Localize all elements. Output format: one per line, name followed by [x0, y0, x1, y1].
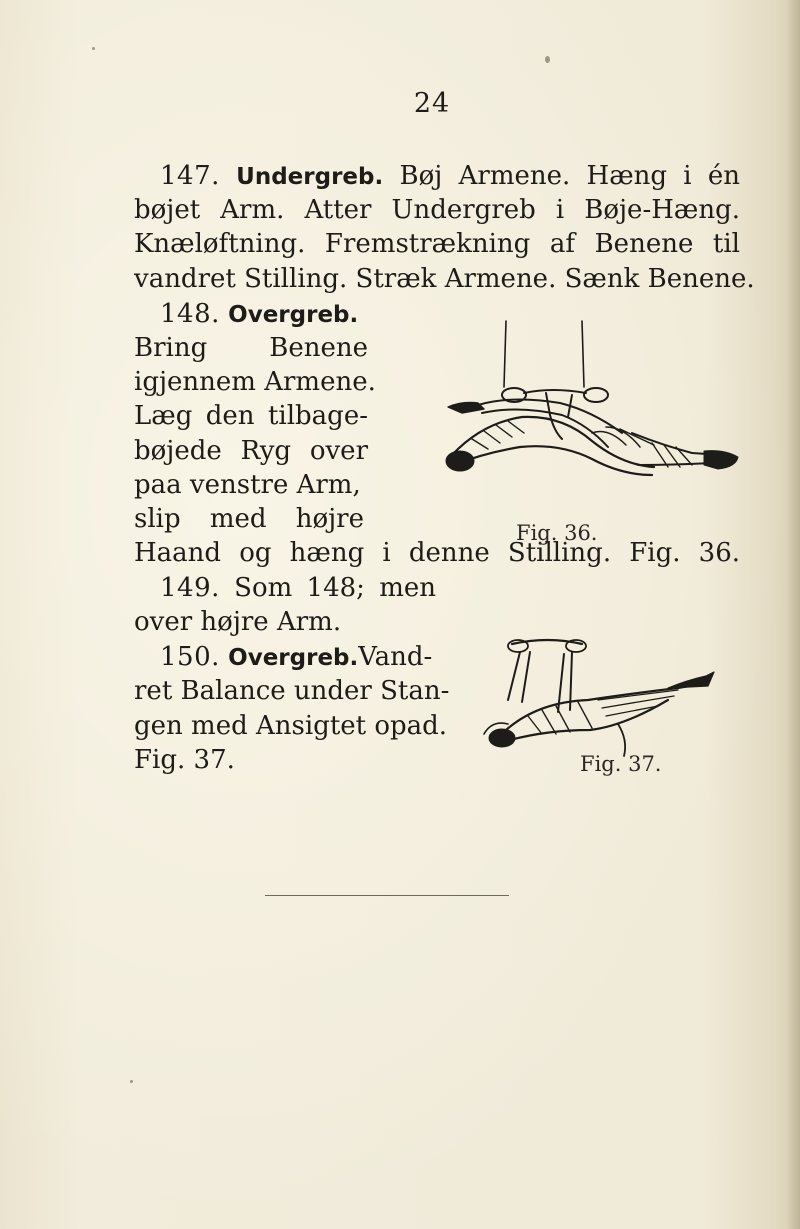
- paragraph-148-line-8: Haand og hæng i denne Stilling. Fig. 36.: [134, 538, 740, 568]
- paragraph-148-line-6: paa venstre Arm,: [134, 470, 361, 500]
- paragraph-147-line-2: bøjet Arm. Atter Undergreb i Bøje-Hæng.: [134, 195, 740, 225]
- paragraph-heading: Overgreb.: [228, 302, 359, 328]
- paper-speck: [545, 56, 550, 63]
- figure-36-caption: Fig. 36.: [516, 521, 598, 545]
- paragraph-147-line-3: Knæløftning. Fremstrækning af Benene til: [134, 229, 740, 259]
- paper-speck: [92, 47, 95, 50]
- paragraph-150-line-4: Fig. 37.: [134, 745, 235, 775]
- paragraph-147-line-4: vandret Stilling. Stræk Armene. Sænk Benene.: [134, 264, 755, 294]
- figure-37-caption: Fig. 37.: [580, 752, 662, 776]
- paragraph-148-line-5: bøjede Ryg over: [134, 436, 368, 466]
- paragraph-148-line-4: Læg den tilbage-: [134, 401, 368, 431]
- paragraph-148-line-3: igjennem Armene.: [134, 367, 376, 397]
- text-span: Vand-: [358, 642, 433, 672]
- text-span: Som 148; men: [234, 573, 437, 603]
- paragraph-number: 149.: [160, 573, 220, 603]
- section-divider: [265, 895, 509, 896]
- text-span: Bøj Armene. Hæng i én: [399, 161, 741, 191]
- paragraph-149-line-1: [160, 573, 436, 603]
- paragraph-number: 150.: [160, 642, 220, 672]
- paragraph-147-line-1: [160, 161, 740, 192]
- page-edge-shadow: [786, 0, 800, 1229]
- paragraph-149-line-2: over højre Arm.: [134, 607, 342, 637]
- paragraph-number: 148.: [160, 299, 220, 329]
- paragraph-148-line-2: Bring Benene: [134, 333, 368, 363]
- paragraph-150-line-3: gen med Ansigtet opad.: [134, 711, 448, 741]
- paper-speck: [130, 1080, 133, 1083]
- figure-36-illustration: [392, 315, 752, 515]
- figure-37-illustration: [478, 630, 718, 770]
- paragraph-number: 147.: [160, 161, 220, 191]
- page-number: 24: [413, 88, 451, 119]
- paragraph-148-line-1: [160, 299, 358, 330]
- paragraph-heading: Undergreb.: [236, 164, 384, 190]
- paragraph-heading: Overgreb.: [228, 645, 359, 671]
- paragraph-150-line-2: ret Balance under Stan-: [134, 676, 450, 706]
- paragraph-148-line-7: slip med højre: [134, 504, 364, 534]
- paragraph-150-line-1: [160, 642, 432, 673]
